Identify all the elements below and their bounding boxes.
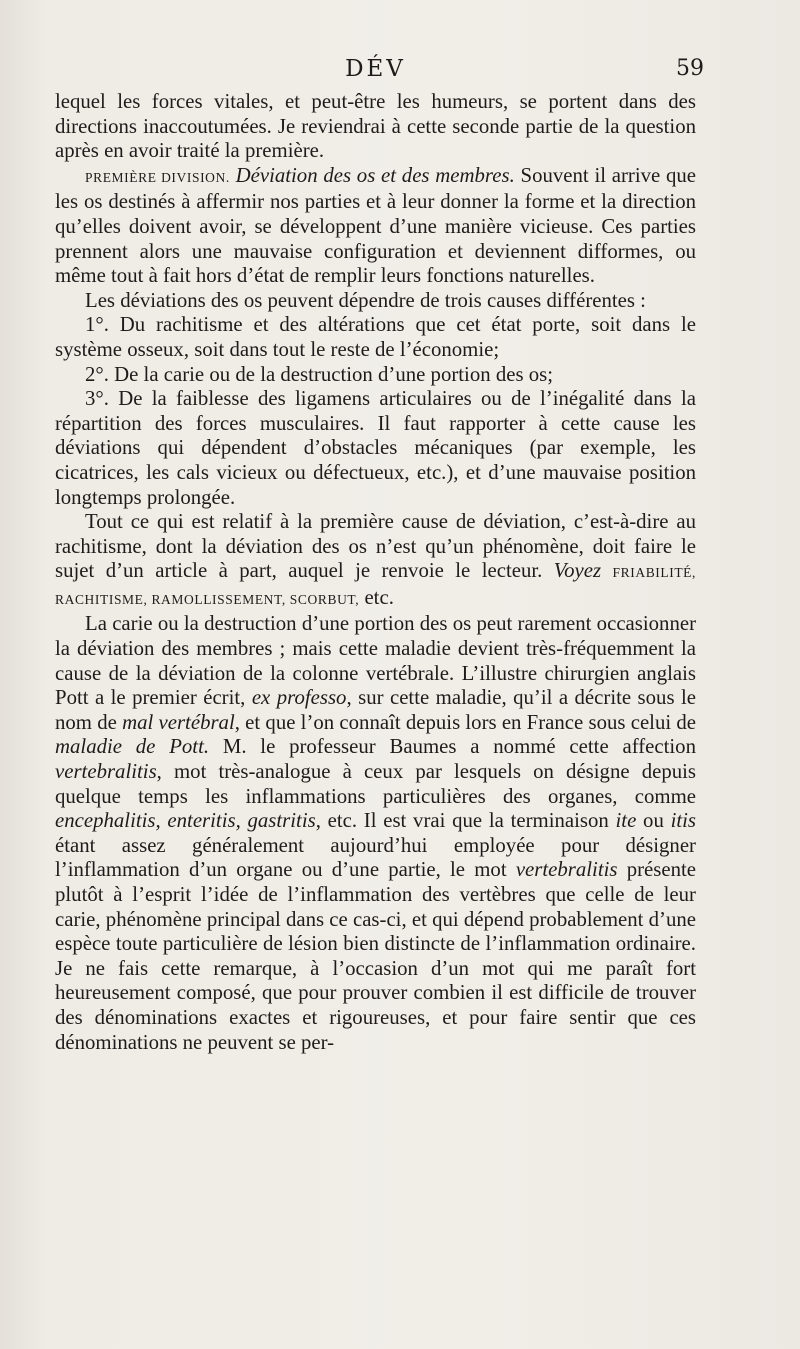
cause-item-3: 3°. De la faiblesse des ligamens articulaires ou de l’inégalité dans la répartition des forces musculaires. Il faut rapporter à cette cause les déviations qui dépendent d’obstacles mécaniques (par exemple, les cicatrices, les cals vicieux ou défectueux, etc.), et d’une mauvaise position longtemps prolongée.: [55, 387, 696, 509]
cross-references: FRIABILITÉ, RACHITISME, RAMOLLISSEMENT, SCORBUT,: [55, 565, 696, 607]
paragraph-rachitisme: Tout ce qui est relatif à la première cause de déviation, c’est-à-dire au rachitisme, dont la déviation des os n’est qu’un phénomène, doit faire le sujet d’un article à part, auquel je renvoie le lecteur. Voyez FRIABILITÉ, RACHITISME, RAMOLLISSEMENT, SCORBUT, etc.: [55, 510, 696, 609]
running-head: DÉV: [345, 56, 406, 82]
page-header: [55, 56, 704, 90]
paragraph-continuation: lequel les forces vitales, et peut-être les humeurs, se portent dans des directions inaccoutumées. Je reviendrai à cette seconde partie de la question après en avoir traité la première.: [55, 90, 696, 163]
cause-item-2: 2°. De la carie ou de la destruction d’une portion des os;: [85, 362, 554, 386]
paragraph-carie: La carie ou la destruction d’une portion des os peut rarement occasionner la déviation des membres ; mais cette maladie devient très-fréquemment la cause de la déviation de la colonne vertébrale. L’illustre chirurgien anglais Pott a le premier écrit, ex professo, sur cette maladie, qu’il a décrite sous le nom de mal vertébral, et que l’on connaît depuis lors en France sous celui de maladie de Pott. M. le professeur Baumes a nommé cette affection vertebralitis, mot très-analogue à ceux par lesquels on désigne depuis quelque temps les inflammations particulières des organes, comme encephalitis, enteritis, gastritis, etc. Il est vrai que la terminaison ite ou itis étant assez généralement aujourd’hui employée pour désigner l’inflammation d’un organe ou d’une partie, le mot vertebralitis présente plutôt à l’esprit l’idée de l’inflammation des vertèbres que celle de leur carie, phénomène principal dans ce cas-ci, et qui dépend probablement d’une espèce toute particulière de lésion bien distincte de l’inflammation ordinaire. Je ne fais cette remarque, à l’occasion d’un mot qui me paraît fort heureusement composé, que pour prouver combien il est difficile de trouver des dénominations exactes et rigoureuses, et pour faire sentir que ces dénominations ne peuvent se per-: [55, 612, 697, 1054]
page-number: 59: [676, 56, 704, 81]
voyez-label: Voyez: [553, 559, 602, 583]
cause-item-1: 1°. Du rachitisme et des altérations que cet état porte, soit dans le système osseux, soit dans tout le reste de l’économie;: [55, 313, 696, 361]
paragraph-division: PREMIÈRE DIVISION. Déviation des os et des membres. Souvent il arrive que les os destinés à affermir nos parties et à leur donner la forme et la direction qu’elles doivent avoir, se développent d’une manière vicieuse. Ces parties prennent alors une mauvaise configuration et deviennent difformes, ou même tout à fait hors d’état de remplir leurs fonctions naturelles.: [55, 163, 696, 288]
paragraph-causes-intro: Les déviations des os peuvent dépendre de trois causes différentes :: [85, 288, 646, 312]
body-text: [55, 90, 696, 1055]
division-label: PREMIÈRE DIVISION.: [85, 169, 230, 185]
division-title: Déviation des os et des membres.: [235, 163, 515, 187]
